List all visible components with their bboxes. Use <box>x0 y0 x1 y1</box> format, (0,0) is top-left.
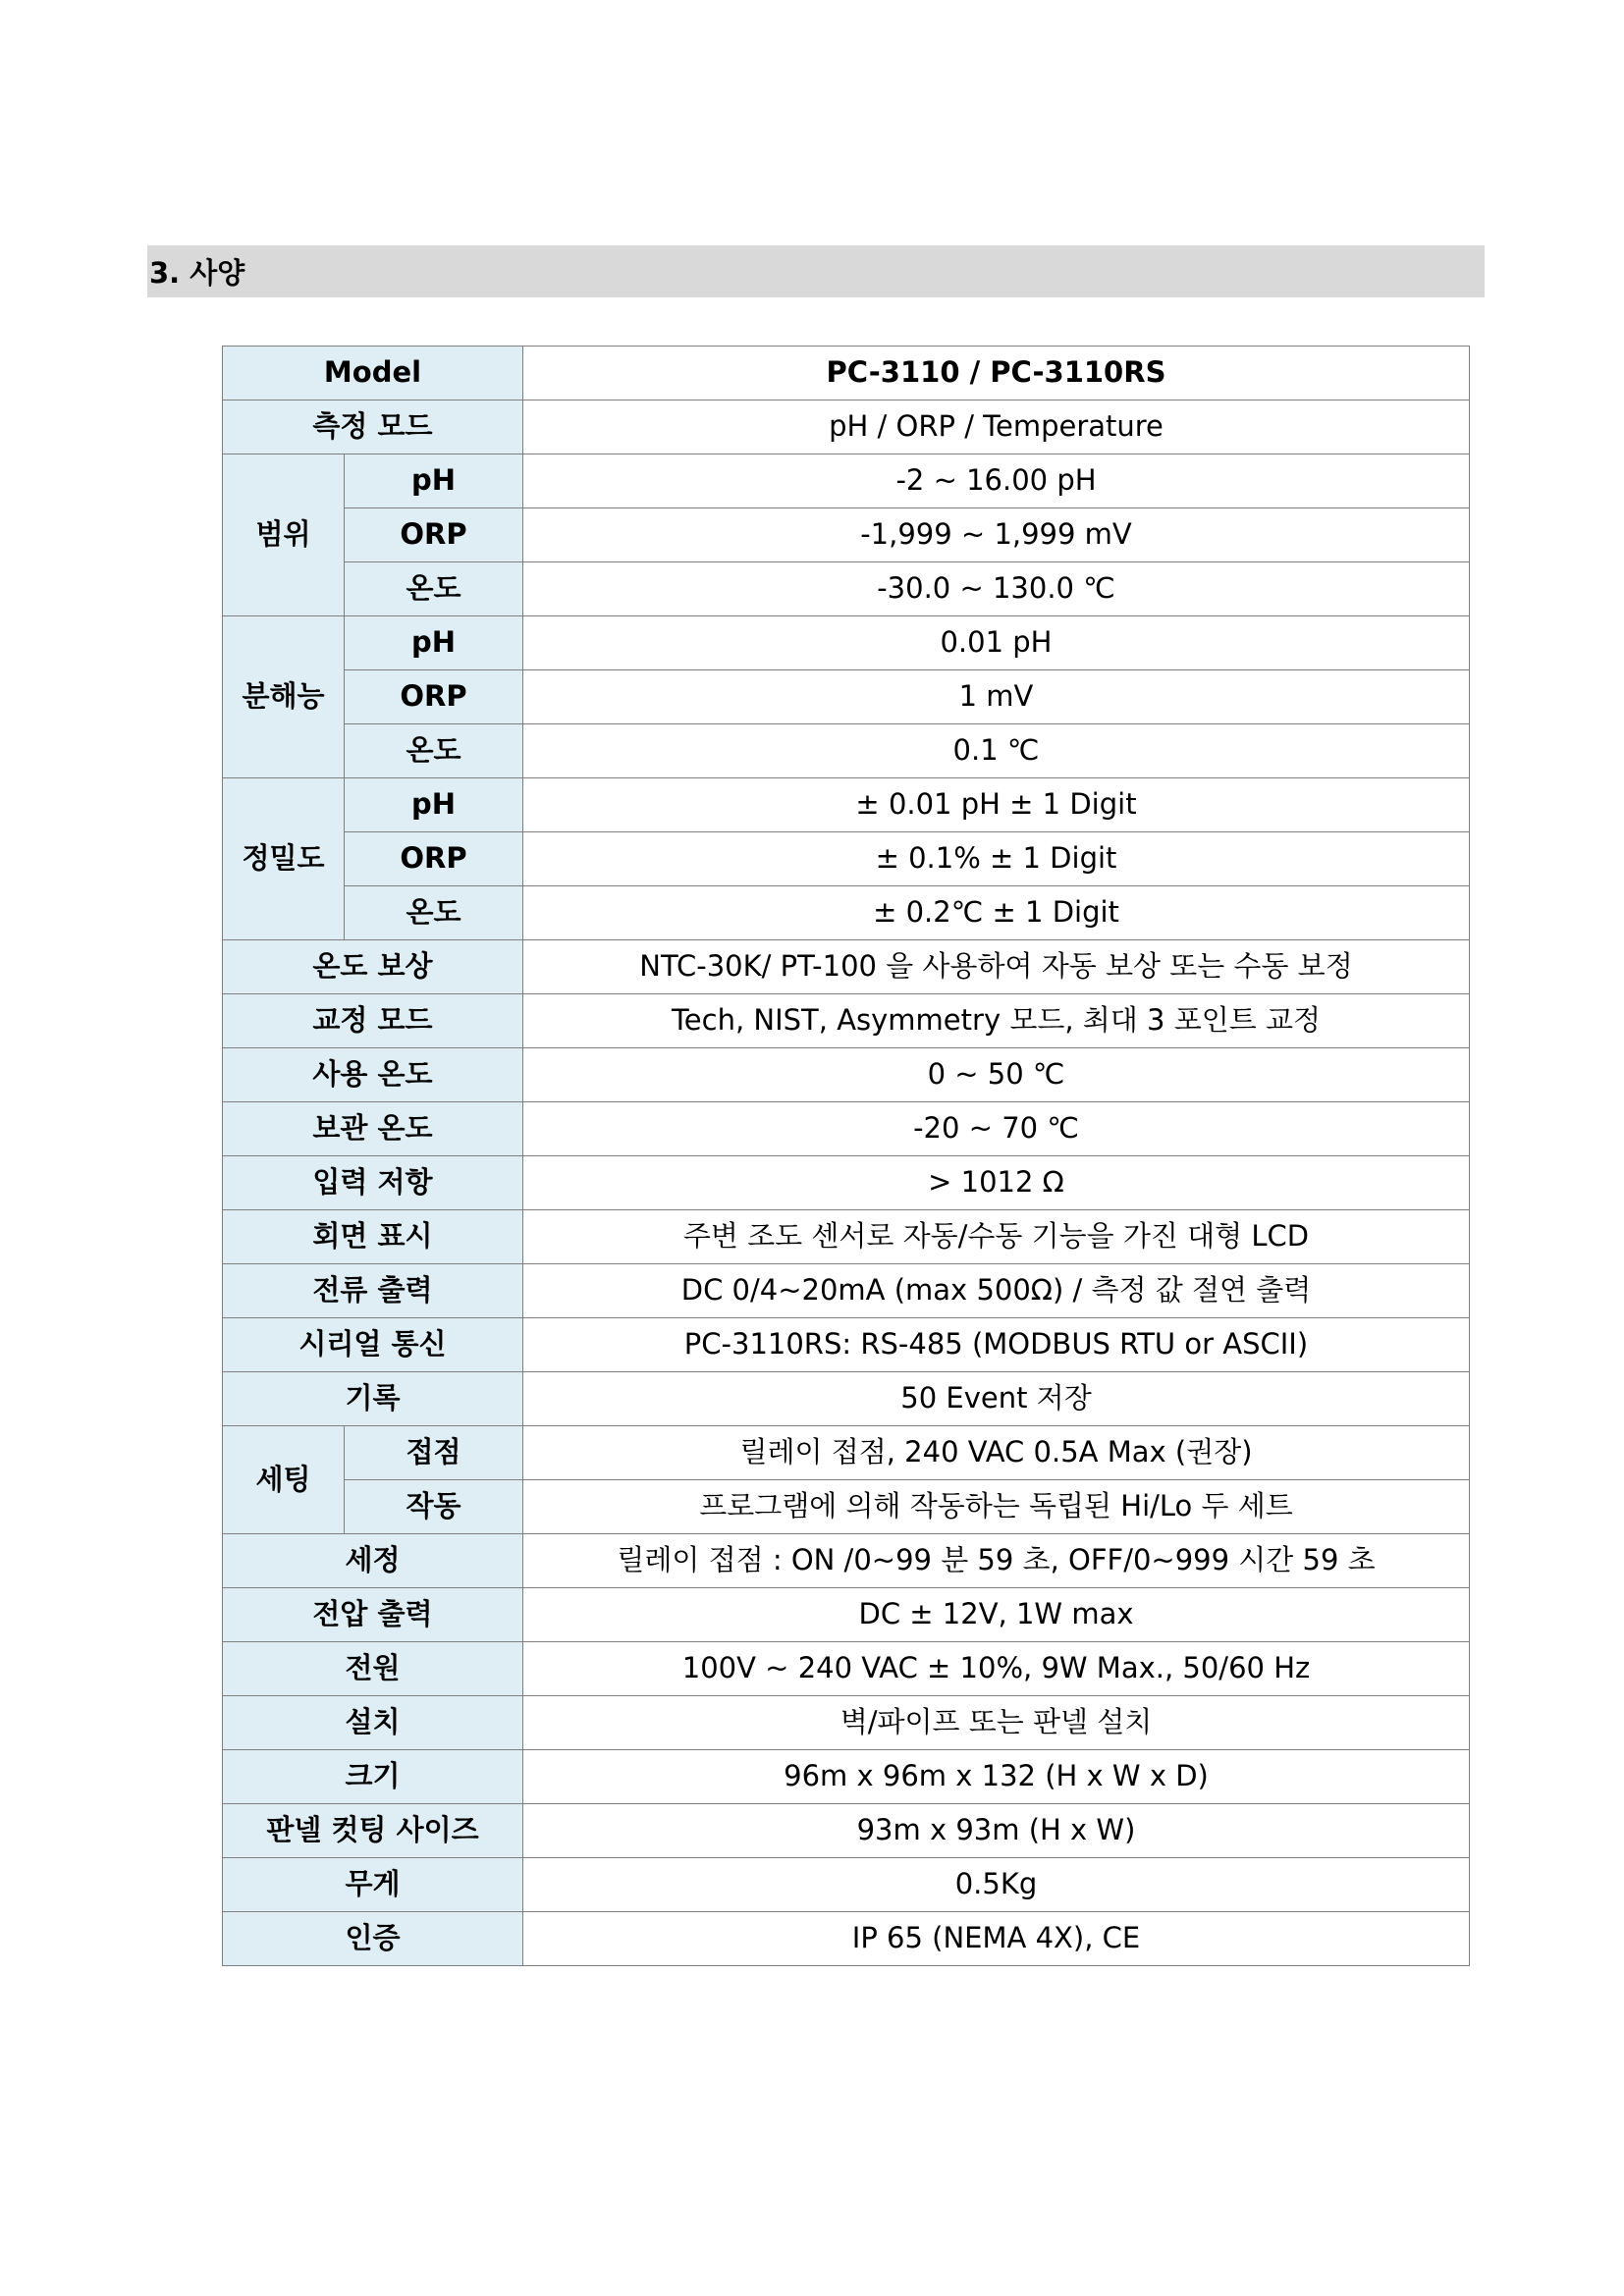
sub-label: pH <box>345 778 523 832</box>
table-row <box>223 994 1470 1048</box>
table-row <box>223 778 1470 832</box>
table-row <box>223 1264 1470 1318</box>
table-row <box>223 1318 1470 1372</box>
sub-label: ORP <box>345 832 523 886</box>
sub-value: 릴레이 접점, 240 VAC 0.5A Max (권장) <box>523 1426 1470 1480</box>
table-row <box>223 940 1470 994</box>
group-label-accuracy: 정밀도 <box>223 778 345 940</box>
row-label-voltage-output: 전압 출력 <box>223 1588 523 1642</box>
row-label-storage-temp: 보관 온도 <box>223 1102 523 1156</box>
row-value-temp-comp: NTC-30K/ PT-100 을 사용하여 자동 보상 또는 수동 보정 <box>523 940 1470 994</box>
row-value-size: 96m x 96m x 132 (H x W x D) <box>523 1750 1470 1804</box>
table-row <box>223 886 1470 940</box>
sub-value: -30.0 ~ 130.0 ℃ <box>523 562 1470 616</box>
row-label-logging: 기록 <box>223 1372 523 1426</box>
group-label-resolution: 분해능 <box>223 616 345 778</box>
row-value-serial: PC-3110RS: RS-485 (MODBUS RTU or ASCII) <box>523 1318 1470 1372</box>
row-value-installation: 벽/파이프 또는 판넬 설치 <box>523 1696 1470 1750</box>
table-row <box>223 1750 1470 1804</box>
row-label-installation: 설치 <box>223 1696 523 1750</box>
row-label-calibration: 교정 모드 <box>223 994 523 1048</box>
table-row <box>223 347 1470 400</box>
table-row <box>223 1696 1470 1750</box>
row-label-serial: 시리얼 통신 <box>223 1318 523 1372</box>
row-value-weight: 0.5Kg <box>523 1858 1470 1912</box>
table-row <box>223 1804 1470 1858</box>
row-label-certification: 인증 <box>223 1912 523 1966</box>
sub-label: pH <box>345 454 523 508</box>
row-value-panel-cutout: 93m x 93m (H x W) <box>523 1804 1470 1858</box>
row-value-calibration: Tech, NIST, Asymmetry 모드, 최대 3 포인트 교정 <box>523 994 1470 1048</box>
sub-value: ± 0.01 pH ± 1 Digit <box>523 778 1470 832</box>
table-row <box>223 400 1470 454</box>
row-label-power: 전원 <box>223 1642 523 1696</box>
row-label-weight: 무게 <box>223 1858 523 1912</box>
section-heading: 3. 사양 <box>147 245 1485 297</box>
row-label-cleaning: 세정 <box>223 1534 523 1588</box>
row-value-voltage-output: DC ± 12V, 1W max <box>523 1588 1470 1642</box>
sub-value: 0.01 pH <box>523 616 1470 670</box>
sub-label: 작동 <box>345 1480 523 1534</box>
row-value-mode: pH / ORP / Temperature <box>523 400 1470 454</box>
sub-label: ORP <box>345 670 523 724</box>
table-row <box>223 1858 1470 1912</box>
row-label-model: Model <box>223 347 523 400</box>
row-value-storage-temp: -20 ~ 70 ℃ <box>523 1102 1470 1156</box>
table-row <box>223 1102 1470 1156</box>
row-label-current-output: 전류 출력 <box>223 1264 523 1318</box>
sub-value: ± 0.1% ± 1 Digit <box>523 832 1470 886</box>
sub-value: 0.1 ℃ <box>523 724 1470 778</box>
table-row <box>223 454 1470 508</box>
table-row <box>223 724 1470 778</box>
table-row <box>223 1156 1470 1210</box>
group-label-range: 범위 <box>223 454 345 616</box>
row-label-temp-comp: 온도 보상 <box>223 940 523 994</box>
table-row <box>223 1048 1470 1102</box>
row-value-model: PC-3110 / PC-3110RS <box>523 347 1470 400</box>
row-value-cleaning: 릴레이 접점 : ON /0~99 분 59 초, OFF/0~999 시간 59 초 <box>523 1534 1470 1588</box>
table-row <box>223 616 1470 670</box>
row-value-current-output: DC 0/4~20mA (max 500Ω) / 측정 값 절연 출력 <box>523 1264 1470 1318</box>
table-row <box>223 1912 1470 1966</box>
sub-label: pH <box>345 616 523 670</box>
table-row <box>223 1534 1470 1588</box>
group-label-setting: 세팅 <box>223 1426 345 1534</box>
table-row <box>223 562 1470 616</box>
sub-label: 온도 <box>345 562 523 616</box>
table-row <box>223 1588 1470 1642</box>
row-value-logging: 50 Event 저장 <box>523 1372 1470 1426</box>
sub-value: -2 ~ 16.00 pH <box>523 454 1470 508</box>
sub-value: 1 mV <box>523 670 1470 724</box>
sub-label: 접점 <box>345 1426 523 1480</box>
sub-label: 온도 <box>345 724 523 778</box>
table-row <box>223 1426 1470 1480</box>
table-row <box>223 1372 1470 1426</box>
row-value-power: 100V ~ 240 VAC ± 10%, 9W Max., 50/60 Hz <box>523 1642 1470 1696</box>
row-label-display: 회면 표시 <box>223 1210 523 1264</box>
sub-label: 온도 <box>345 886 523 940</box>
sub-value: -1,999 ~ 1,999 mV <box>523 508 1470 562</box>
row-label-mode: 측정 모드 <box>223 400 523 454</box>
row-value-display: 주변 조도 센서로 자동/수동 기능을 가진 대형 LCD <box>523 1210 1470 1264</box>
row-value-certification: IP 65 (NEMA 4X), CE <box>523 1912 1470 1966</box>
row-value-operating-temp: 0 ~ 50 ℃ <box>523 1048 1470 1102</box>
sub-label: ORP <box>345 508 523 562</box>
spec-table <box>222 346 1470 1966</box>
row-label-size: 크기 <box>223 1750 523 1804</box>
table-row <box>223 1480 1470 1534</box>
table-row <box>223 832 1470 886</box>
table-row <box>223 1642 1470 1696</box>
row-label-input-impedance: 입력 저항 <box>223 1156 523 1210</box>
row-label-operating-temp: 사용 온도 <box>223 1048 523 1102</box>
table-row <box>223 670 1470 724</box>
row-label-panel-cutout: 판넬 컷팅 사이즈 <box>223 1804 523 1858</box>
table-row <box>223 508 1470 562</box>
sub-value: 프로그램에 의해 작동하는 독립된 Hi/Lo 두 세트 <box>523 1480 1470 1534</box>
sub-value: ± 0.2℃ ± 1 Digit <box>523 886 1470 940</box>
row-value-input-impedance: > 1012 Ω <box>523 1156 1470 1210</box>
table-row <box>223 1210 1470 1264</box>
